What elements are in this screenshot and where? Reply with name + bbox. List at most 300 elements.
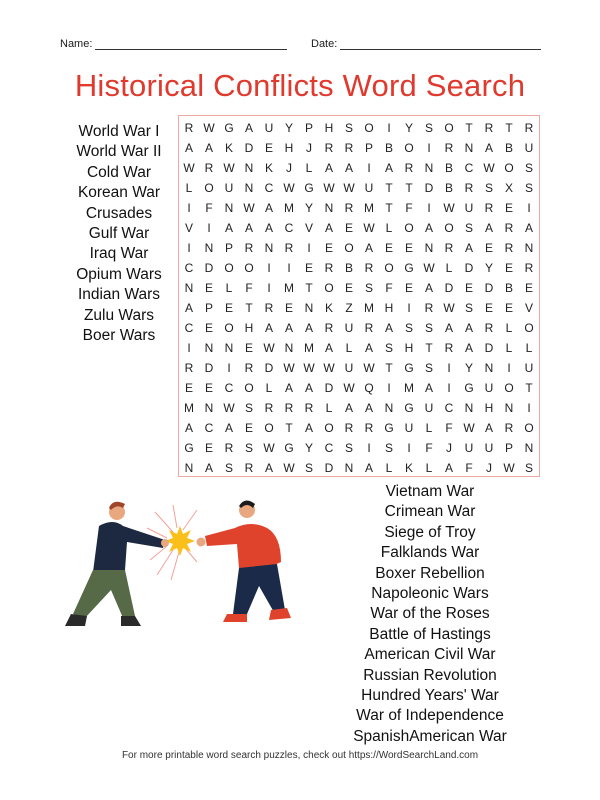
grid-cell[interactable]: A (324, 161, 333, 175)
grid-cell[interactable]: G (304, 181, 314, 195)
grid-cell[interactable]: W (423, 261, 435, 275)
grid-cell[interactable]: S (224, 461, 233, 475)
grid-cell[interactable]: W (303, 361, 315, 375)
grid-cell[interactable]: R (444, 341, 454, 355)
grid-cell[interactable]: R (524, 121, 534, 135)
grid-cell[interactable]: I (407, 301, 411, 315)
name-input-line[interactable] (95, 38, 287, 50)
grid-cell[interactable]: T (525, 381, 533, 395)
grid-cell[interactable]: A (244, 121, 253, 135)
grid-cell[interactable]: U (464, 441, 474, 455)
grid-cell[interactable]: D (204, 361, 214, 375)
grid-cell[interactable]: O (364, 121, 374, 135)
grid-cell[interactable]: P (304, 121, 313, 135)
grid-cell[interactable]: F (425, 441, 433, 455)
grid-cell[interactable]: R (244, 241, 254, 255)
grid-cell[interactable]: U (464, 201, 474, 215)
grid-cell[interactable]: N (184, 281, 194, 295)
grid-cell[interactable]: S (404, 321, 413, 335)
grid-cell[interactable]: W (443, 201, 455, 215)
grid-cell[interactable]: S (244, 401, 253, 415)
grid-cell[interactable]: R (284, 401, 294, 415)
grid-cell[interactable]: Y (484, 261, 493, 275)
grid-cell[interactable]: D (464, 261, 474, 275)
grid-cell[interactable]: C (204, 421, 214, 435)
grid-cell[interactable]: A (444, 321, 453, 335)
grid-cell[interactable]: E (204, 441, 213, 455)
grid-cell[interactable]: R (344, 201, 354, 215)
grid-cell[interactable]: T (385, 181, 393, 195)
grid-cell[interactable]: T (425, 341, 433, 355)
grid-cell[interactable]: I (507, 361, 511, 375)
grid-cell[interactable]: R (444, 141, 454, 155)
grid-cell[interactable]: O (344, 241, 354, 255)
grid-cell[interactable]: R (264, 301, 274, 315)
grid-cell[interactable]: A (384, 321, 393, 335)
grid-cell[interactable]: W (443, 301, 455, 315)
grid-cell[interactable]: W (363, 221, 375, 235)
grid-cell[interactable]: O (524, 321, 534, 335)
grid-cell[interactable]: V (524, 301, 533, 315)
grid-cell[interactable]: O (504, 381, 514, 395)
grid-cell[interactable]: O (264, 421, 274, 435)
grid-cell[interactable]: E (204, 381, 213, 395)
grid-cell[interactable]: S (524, 461, 533, 475)
grid-cell[interactable]: A (224, 221, 233, 235)
grid-cell[interactable]: R (464, 181, 474, 195)
grid-cell[interactable]: U (484, 441, 494, 455)
grid-cell[interactable]: L (225, 281, 233, 295)
grid-cell[interactable]: A (324, 221, 333, 235)
grid-cell[interactable]: R (344, 141, 354, 155)
grid-cell[interactable]: I (427, 201, 431, 215)
grid-cell[interactable]: D (324, 381, 334, 395)
grid-cell[interactable]: I (387, 121, 391, 135)
grid-cell[interactable]: G (464, 381, 474, 395)
grid-cell[interactable]: E (224, 301, 233, 315)
date-field[interactable] (311, 38, 541, 50)
grid-cell[interactable]: P (364, 141, 373, 155)
grid-cell[interactable]: N (244, 181, 254, 195)
grid-cell[interactable]: E (404, 241, 413, 255)
grid-cell[interactable]: N (184, 461, 194, 475)
grid-cell[interactable]: L (425, 421, 433, 435)
grid-cell[interactable]: S (524, 181, 533, 195)
grid-cell[interactable]: R (404, 161, 414, 175)
grid-cell[interactable]: I (447, 381, 451, 395)
grid-cell[interactable]: H (404, 341, 414, 355)
grid-cell[interactable]: A (424, 381, 433, 395)
grid-cell[interactable]: G (284, 441, 294, 455)
grid-cell[interactable]: A (184, 141, 193, 155)
grid-cell[interactable]: D (264, 361, 274, 375)
grid-cell[interactable]: I (527, 201, 531, 215)
grid-cell[interactable]: F (205, 201, 213, 215)
grid-cell[interactable]: L (325, 401, 333, 415)
grid-cell[interactable]: W (483, 161, 495, 175)
grid-cell[interactable]: A (204, 141, 213, 155)
grid-cell[interactable]: S (524, 161, 533, 175)
grid-cell[interactable]: O (404, 141, 414, 155)
grid-cell[interactable]: F (445, 421, 453, 435)
grid-cell[interactable]: O (244, 381, 254, 395)
grid-cell[interactable]: A (484, 221, 493, 235)
grid-cell[interactable]: G (404, 401, 414, 415)
grid-cell[interactable]: N (264, 241, 274, 255)
grid-cell[interactable]: T (385, 201, 393, 215)
grid-cell[interactable]: U (524, 361, 534, 375)
grid-cell[interactable]: T (505, 121, 513, 135)
grid-cell[interactable]: I (367, 441, 371, 455)
grid-cell[interactable]: W (503, 461, 515, 475)
grid-cell[interactable]: Y (404, 121, 413, 135)
grid-cell[interactable]: C (444, 401, 454, 415)
grid-cell[interactable]: H (284, 141, 294, 155)
grid-cell[interactable]: T (385, 361, 393, 375)
grid-cell[interactable]: N (204, 401, 214, 415)
grid-cell[interactable]: A (444, 461, 453, 475)
grid-cell[interactable]: I (267, 261, 271, 275)
grid-cell[interactable]: E (204, 321, 213, 335)
grid-cell[interactable]: A (264, 221, 273, 235)
grid-cell[interactable]: R (364, 261, 374, 275)
grid-cell[interactable]: D (484, 341, 494, 355)
grid-cell[interactable]: W (283, 181, 295, 195)
grid-cell[interactable]: O (444, 221, 454, 235)
grid-cell[interactable]: M (284, 201, 294, 215)
grid-cell[interactable]: W (343, 381, 355, 395)
grid-cell[interactable]: R (424, 301, 434, 315)
grid-cell[interactable]: S (424, 121, 433, 135)
grid-cell[interactable]: O (224, 261, 234, 275)
grid-cell[interactable]: R (324, 141, 334, 155)
grid-cell[interactable]: S (384, 341, 393, 355)
grid-cell[interactable]: R (344, 421, 354, 435)
grid-cell[interactable]: T (305, 281, 313, 295)
grid-cell[interactable]: P (224, 241, 233, 255)
grid-cell[interactable]: J (446, 441, 452, 455)
grid-cell[interactable]: N (304, 301, 314, 315)
grid-cell[interactable]: R (524, 261, 534, 275)
grid-cell[interactable]: B (504, 141, 513, 155)
grid-cell[interactable]: W (343, 181, 355, 195)
grid-cell[interactable]: N (464, 141, 474, 155)
grid-cell[interactable]: K (264, 161, 273, 175)
grid-cell[interactable]: T (465, 121, 473, 135)
grid-cell[interactable]: U (224, 181, 234, 195)
grid-cell[interactable]: H (384, 301, 394, 315)
grid-cell[interactable]: L (265, 381, 273, 395)
grid-cell[interactable]: W (323, 181, 335, 195)
grid-cell[interactable]: O (324, 281, 334, 295)
grid-cell[interactable]: U (524, 141, 534, 155)
grid-cell[interactable]: R (484, 121, 494, 135)
grid-cell[interactable]: U (484, 381, 494, 395)
grid-cell[interactable]: A (484, 421, 493, 435)
grid-cell[interactable]: E (504, 201, 513, 215)
grid-cell[interactable]: R (184, 361, 194, 375)
grid-cell[interactable]: L (525, 341, 533, 355)
grid-cell[interactable]: A (464, 341, 473, 355)
grid-cell[interactable]: O (224, 321, 234, 335)
grid-cell[interactable]: A (424, 221, 433, 235)
grid-cell[interactable]: A (384, 161, 393, 175)
grid-cell[interactable]: W (283, 361, 295, 375)
date-input-line[interactable] (340, 38, 541, 50)
grid-cell[interactable]: E (204, 281, 213, 295)
grid-cell[interactable]: L (185, 181, 193, 195)
grid-cell[interactable]: W (323, 361, 335, 375)
grid-cell[interactable]: K (224, 141, 233, 155)
grid-cell[interactable]: G (404, 261, 414, 275)
grid-cell[interactable]: T (285, 421, 293, 435)
grid-cell[interactable]: A (304, 321, 313, 335)
grid-cell[interactable]: O (204, 181, 214, 195)
grid-cell[interactable]: J (486, 461, 492, 475)
grid-cell[interactable]: F (245, 281, 253, 295)
grid-cell[interactable]: W (223, 401, 235, 415)
grid-cell[interactable]: E (464, 281, 473, 295)
grid-cell[interactable]: I (187, 201, 191, 215)
grid-cell[interactable]: D (204, 261, 214, 275)
grid-cell[interactable]: K (324, 301, 333, 315)
grid-cell[interactable]: R (224, 441, 234, 455)
grid-cell[interactable]: R (504, 241, 514, 255)
grid-cell[interactable]: L (505, 321, 513, 335)
grid-cell[interactable]: Y (464, 361, 473, 375)
grid-cell[interactable]: H (244, 321, 254, 335)
grid-cell[interactable]: E (484, 301, 493, 315)
grid-cell[interactable]: R (444, 241, 454, 255)
grid-cell[interactable]: P (204, 301, 213, 315)
grid-cell[interactable]: A (324, 341, 333, 355)
grid-cell[interactable]: J (286, 161, 292, 175)
grid-cell[interactable]: R (304, 401, 314, 415)
grid-cell[interactable]: L (305, 161, 313, 175)
grid-cell[interactable]: N (424, 241, 434, 255)
grid-cell[interactable]: E (244, 421, 253, 435)
grid-cell[interactable]: A (264, 201, 273, 215)
grid-cell[interactable]: L (425, 461, 433, 475)
grid-cell[interactable]: T (245, 301, 253, 315)
grid-cell[interactable]: H (324, 121, 334, 135)
grid-cell[interactable]: C (324, 441, 334, 455)
grid-cell[interactable]: W (183, 161, 195, 175)
grid-cell[interactable]: M (304, 341, 314, 355)
grid-cell[interactable]: N (284, 341, 294, 355)
grid-cell[interactable]: U (364, 181, 374, 195)
grid-cell[interactable]: R (184, 121, 194, 135)
grid-cell[interactable]: A (204, 461, 213, 475)
grid-cell[interactable]: N (224, 341, 234, 355)
grid-cell[interactable]: B (444, 181, 453, 195)
grid-cell[interactable]: B (384, 141, 393, 155)
grid-cell[interactable]: A (304, 421, 313, 435)
grid-cell[interactable]: Y (284, 121, 293, 135)
grid-cell[interactable]: O (524, 421, 534, 435)
grid-cell[interactable]: U (404, 421, 414, 435)
grid-cell[interactable]: A (364, 461, 373, 475)
grid-cell[interactable]: R (264, 401, 274, 415)
grid-cell[interactable]: E (264, 141, 273, 155)
grid-cell[interactable]: A (284, 321, 293, 335)
grid-cell[interactable]: G (404, 361, 414, 375)
grid-cell[interactable]: J (306, 141, 312, 155)
grid-cell[interactable]: V (304, 221, 313, 235)
grid-cell[interactable]: S (484, 181, 493, 195)
grid-cell[interactable]: N (384, 401, 394, 415)
grid-cell[interactable]: F (405, 201, 413, 215)
grid-cell[interactable]: C (464, 161, 474, 175)
grid-cell[interactable]: L (445, 261, 453, 275)
grid-cell[interactable]: O (504, 161, 514, 175)
grid-cell[interactable]: R (204, 161, 214, 175)
grid-cell[interactable]: W (243, 201, 255, 215)
grid-cell[interactable]: B (444, 161, 453, 175)
grid-cell[interactable]: R (284, 241, 294, 255)
grid-cell[interactable]: S (384, 441, 393, 455)
grid-cell[interactable]: B (344, 261, 353, 275)
grid-cell[interactable]: I (227, 361, 231, 375)
grid-cell[interactable]: M (404, 381, 414, 395)
grid-cell[interactable]: Y (304, 201, 313, 215)
grid-cell[interactable]: N (524, 241, 534, 255)
grid-cell[interactable]: S (424, 361, 433, 375)
grid-cell[interactable]: L (385, 221, 393, 235)
grid-cell[interactable]: D (424, 181, 434, 195)
grid-cell[interactable]: A (184, 301, 193, 315)
grid-cell[interactable]: O (384, 261, 394, 275)
grid-cell[interactable]: A (264, 461, 273, 475)
grid-cell[interactable]: I (447, 361, 451, 375)
grid-cell[interactable]: O (244, 261, 254, 275)
grid-cell[interactable]: U (424, 401, 434, 415)
grid-cell[interactable]: W (263, 341, 275, 355)
grid-cell[interactable]: I (307, 241, 311, 255)
grid-cell[interactable]: R (244, 461, 254, 475)
grid-cell[interactable]: N (204, 241, 214, 255)
grid-cell[interactable]: N (204, 341, 214, 355)
grid-cell[interactable]: Q (364, 381, 374, 395)
grid-cell[interactable]: E (344, 221, 353, 235)
grid-cell[interactable]: R (504, 221, 514, 235)
grid-cell[interactable]: W (263, 441, 275, 455)
grid-cell[interactable]: S (344, 441, 353, 455)
grid-cell[interactable]: A (244, 221, 253, 235)
grid-cell[interactable]: O (324, 421, 334, 435)
grid-cell[interactable]: G (224, 121, 234, 135)
grid-cell[interactable]: T (405, 181, 413, 195)
grid-cell[interactable]: U (264, 121, 274, 135)
grid-cell[interactable]: M (364, 301, 374, 315)
grid-cell[interactable]: C (224, 381, 234, 395)
grid-cell[interactable]: C (184, 321, 194, 335)
grid-cell[interactable]: W (463, 421, 475, 435)
name-field[interactable] (60, 38, 287, 50)
grid-cell[interactable]: A (464, 241, 473, 255)
grid-cell[interactable]: W (363, 361, 375, 375)
grid-cell[interactable]: E (284, 301, 293, 315)
grid-cell[interactable]: I (407, 441, 411, 455)
grid-cell[interactable]: I (427, 141, 431, 155)
grid-cell[interactable]: A (424, 281, 433, 295)
grid-cell[interactable]: E (324, 241, 333, 255)
grid-cell[interactable]: D (324, 461, 334, 475)
grid-cell[interactable]: G (384, 421, 394, 435)
grid-cell[interactable]: S (344, 121, 353, 135)
grid-cell[interactable]: A (344, 401, 353, 415)
grid-cell[interactable]: R (244, 361, 254, 375)
grid-cell[interactable]: A (524, 221, 533, 235)
grid-cell[interactable]: L (345, 341, 353, 355)
grid-cell[interactable]: E (304, 261, 313, 275)
grid-cell[interactable]: N (424, 161, 434, 175)
grid-cell[interactable]: M (364, 201, 374, 215)
grid-cell[interactable]: C (264, 181, 274, 195)
grid-cell[interactable]: N (344, 461, 354, 475)
grid-cell[interactable]: R (364, 421, 374, 435)
grid-cell[interactable]: E (384, 241, 393, 255)
grid-cell[interactable]: P (504, 441, 513, 455)
grid-cell[interactable]: I (387, 381, 391, 395)
grid-cell[interactable]: I (287, 261, 291, 275)
grid-cell[interactable]: C (284, 221, 294, 235)
grid-cell[interactable]: R (324, 321, 334, 335)
grid-cell[interactable]: E (184, 381, 193, 395)
grid-cell[interactable]: W (223, 161, 235, 175)
grid-cell[interactable]: F (385, 281, 393, 295)
grid-cell[interactable]: N (524, 441, 534, 455)
grid-cell[interactable]: A (304, 381, 313, 395)
grid-cell[interactable]: M (184, 401, 194, 415)
grid-cell[interactable]: S (364, 281, 373, 295)
grid-cell[interactable]: A (364, 401, 373, 415)
grid-cell[interactable]: I (527, 401, 531, 415)
grid-cell[interactable]: N (324, 201, 334, 215)
grid-cell[interactable]: E (484, 241, 493, 255)
grid-cell[interactable]: L (505, 341, 513, 355)
grid-cell[interactable]: A (364, 241, 373, 255)
grid-cell[interactable]: R (324, 261, 334, 275)
grid-cell[interactable]: C (184, 261, 194, 275)
grid-cell[interactable]: G (184, 441, 194, 455)
grid-cell[interactable]: V (184, 221, 193, 235)
grid-cell[interactable]: A (344, 161, 353, 175)
grid-cell[interactable]: H (484, 401, 494, 415)
grid-cell[interactable]: S (304, 461, 313, 475)
grid-cell[interactable]: N (224, 201, 234, 215)
grid-cell[interactable]: W (283, 461, 295, 475)
grid-cell[interactable]: I (187, 341, 191, 355)
grid-cell[interactable]: I (187, 241, 191, 255)
grid-cell[interactable]: A (264, 321, 273, 335)
grid-cell[interactable]: R (484, 321, 494, 335)
grid-cell[interactable]: R (504, 421, 514, 435)
grid-cell[interactable]: L (385, 461, 393, 475)
grid-cell[interactable]: O (444, 121, 454, 135)
grid-cell[interactable]: I (367, 161, 371, 175)
grid-cell[interactable]: O (404, 221, 414, 235)
grid-cell[interactable]: R (484, 201, 494, 215)
grid-cell[interactable]: U (344, 361, 354, 375)
grid-cell[interactable]: S (244, 441, 253, 455)
grid-cell[interactable]: M (284, 281, 294, 295)
grid-cell[interactable]: N (504, 401, 514, 415)
grid-cell[interactable]: D (484, 281, 494, 295)
grid-cell[interactable]: B (504, 281, 513, 295)
grid-cell[interactable]: W (203, 121, 215, 135)
grid-cell[interactable]: Z (345, 301, 353, 315)
